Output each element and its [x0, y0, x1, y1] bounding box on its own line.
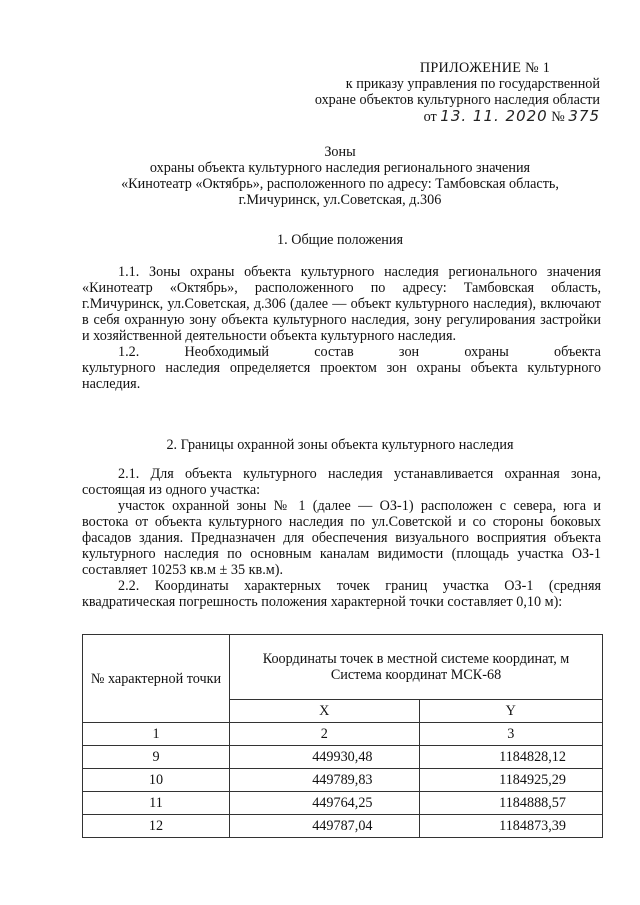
index-cell: 1	[83, 723, 230, 746]
section-1-body	[82, 264, 601, 392]
table-row	[83, 792, 603, 815]
x-cell: 449764,25	[230, 792, 420, 815]
x-cell: 449930,48	[230, 746, 420, 769]
x-cell: 449789,83	[230, 769, 420, 792]
number-prefix: №	[551, 109, 565, 125]
index-cell: 3	[419, 723, 603, 746]
paragraph-1-2-rest: культурного наследия определяется проектом зон охраны объекта культурного наследия.	[82, 360, 601, 392]
point-cell: 11	[83, 792, 230, 815]
point-cell: 9	[83, 746, 230, 769]
word: охраны	[464, 344, 509, 360]
word: объекта	[554, 344, 601, 360]
word: Необходимый	[184, 344, 269, 360]
col-point-header-text: № характерной точки	[90, 670, 222, 687]
section-1-title: 1. Общие положения	[277, 232, 403, 248]
paragraph-1-1: 1.1. Зоны охраны объекта культурного наследия регионального значения «Кинотеатр «Октябрь», расположенного по адресу: Тамбовская область, г.Мичуринск, ул.Советская, д.306 (далее — объект культурного наследия), включают в себя охранную зону объекта культурного наследия, зону регулирования застройки и хозяйственной деятельности объекта культурного наследия.	[82, 264, 601, 344]
appendix-order-line1: к приказу управления по государственной	[345, 76, 600, 92]
document-heading	[60, 144, 620, 208]
x-header: X	[230, 700, 420, 723]
section-2-title: 2. Границы охранной зоны объекта культурного наследия	[166, 437, 514, 453]
table-row	[83, 815, 603, 838]
handwritten-number: 375	[568, 107, 600, 125]
handwritten-date: 13. 11. 2020	[440, 107, 548, 125]
paragraph-2-1: 2.1. Для объекта культурного наследия устанавливается охранная зона, состоящая из одного участка:	[82, 466, 601, 498]
y-header: Y	[419, 700, 603, 723]
x-cell: 449787,04	[230, 815, 420, 838]
section-2-body	[82, 466, 601, 610]
group-header-line2: Система координат МСК-68	[330, 667, 502, 683]
y-cell: 1184828,12	[419, 746, 603, 769]
y-cell: 1184888,57	[419, 792, 603, 815]
heading-line-4: г.Мичуринск, ул.Советская, д.306	[238, 192, 442, 208]
y-cell: 1184873,39	[419, 815, 603, 838]
paragraph-2-1-detail: участок охранной зоны № 1 (далее — ОЗ-1) расположен с севера, юга и востока от объекта культурного наследия по ул.Советской и со стороны боковых фасадов здания. Предназначен для обеспечения визуального восприятия объекта культурного наследия по основным каналам видимости (площадь участка ОЗ-1 составляет 10253 кв.м ± 35 кв.м).	[82, 498, 601, 578]
group-header-line1: Координаты точек в местной системе координат, м	[262, 651, 570, 667]
heading-line-1: Зоны	[324, 144, 356, 160]
coordinates-group-header	[230, 635, 603, 700]
appendix-order-line2: охране объектов культурного наследия области	[314, 92, 600, 108]
paragraph-2-2: 2.2. Координаты характерных точек границ участка ОЗ-1 (средняя квадратическая погрешность положения характерной точки составляет 0,10 м):	[82, 578, 601, 610]
y-cell: 1184925,29	[419, 769, 603, 792]
heading-line-2: охраны объекта культурного наследия регионального значения	[149, 160, 531, 176]
paragraph-1-2-first-line	[82, 344, 601, 360]
col-point-header	[83, 635, 230, 723]
appendix-title: ПРИЛОЖЕНИЕ № 1	[419, 60, 551, 76]
appendix-date-line	[300, 108, 600, 125]
table-row	[83, 746, 603, 769]
word: состав	[314, 344, 354, 360]
heading-line-3: «Кинотеатр «Октябрь», расположенного по адресу: Тамбовская область,	[121, 176, 559, 192]
point-cell: 12	[83, 815, 230, 838]
word: 1.2.	[118, 344, 140, 360]
word: зон	[398, 344, 420, 360]
table-row	[83, 769, 603, 792]
date-prefix: от	[423, 109, 437, 125]
appendix-header	[300, 60, 600, 125]
coordinates-table	[82, 634, 603, 838]
point-cell: 10	[83, 769, 230, 792]
index-cell: 2	[230, 723, 420, 746]
